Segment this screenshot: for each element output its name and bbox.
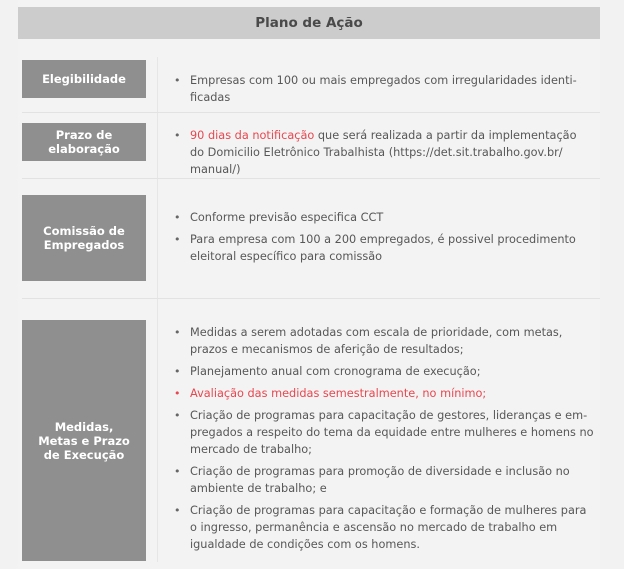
page-title: Plano de Ação [255,15,363,31]
list-item-text: Criação de programas para capacitação de gestores, lideranças e em- pregados a respeito do tema da equidade entre mulheres e homens no mercado de trabalho; [190,409,594,456]
bullet-icon: • [174,387,181,400]
bullet-icon: • [174,211,181,224]
list-item [174,463,594,497]
list-item-text: Planejamento anual com cronograma de execução; [190,365,481,378]
row-separator [22,112,600,113]
list-item-highlighted [174,385,594,402]
bullet-icon: • [174,409,181,422]
row-label-comissao [22,195,146,281]
list-item [174,209,594,226]
row-content-comissao [174,209,594,270]
row-label-text: Medidas, Metas e Prazo de Execução [38,419,130,462]
bullet-icon: • [174,233,181,246]
list-item [174,502,594,553]
bullet-icon: • [174,365,181,378]
list-item-text: que será realizada a partir da implementação do Domicilio Eletrônico Trabalhista (https://det.sit.trabalho.gov.br/ manual/) [190,129,577,176]
list-item-text: Criação de programas para capacitação e formação de mulheres para o ingresso, permanência e ascensão no mercado de trabalho em igualdade de condições com os homens. [190,504,587,551]
list-item-text: Para empresa com 100 a 200 empregados, é possivel procedimento eleitoral específico para comissão [190,233,576,263]
list-item-text: Medidas a serem adotadas com escala de prioridade, com metas, prazos e mecanismos de aferição de resultados; [190,326,563,356]
list-item [174,363,594,380]
list-item [174,72,594,106]
row-separator [22,298,600,299]
row-label-elegibilidade [22,60,146,98]
bullet-icon: • [174,74,181,87]
row-label-medidas [22,320,146,561]
bullet-icon: • [174,326,181,339]
row-label-text: Comissão de Empregados [43,224,125,252]
list-item-text: Criação de programas para promoção de diversidade e inclusão no ambiente de trabalho; e [190,465,570,495]
list-item-text: Empresas com 100 ou mais empregados com irregularidades identi- ficadas [190,74,577,104]
list-item-text: Avaliação das medidas semestralmente, no mínimo; [190,387,487,400]
bullet-icon: • [174,504,181,517]
row-label-text: Elegibilidade [42,72,126,86]
list-item [174,324,594,358]
bullet-icon: • [174,129,181,142]
highlighted-deadline: 90 dias da notificação [190,129,315,142]
row-content-elegibilidade [174,72,594,111]
row-label-prazo [22,123,146,161]
row-content-prazo [174,127,594,183]
column-divider [157,57,158,562]
row-label-text: Prazo de elaboração [48,128,120,156]
list-item [174,231,594,265]
table-header [18,7,600,39]
list-item-text: Conforme previsão especifica CCT [190,211,384,224]
bullet-icon: • [174,465,181,478]
list-item [174,127,594,178]
list-item [174,407,594,458]
row-content-medidas [174,324,594,558]
